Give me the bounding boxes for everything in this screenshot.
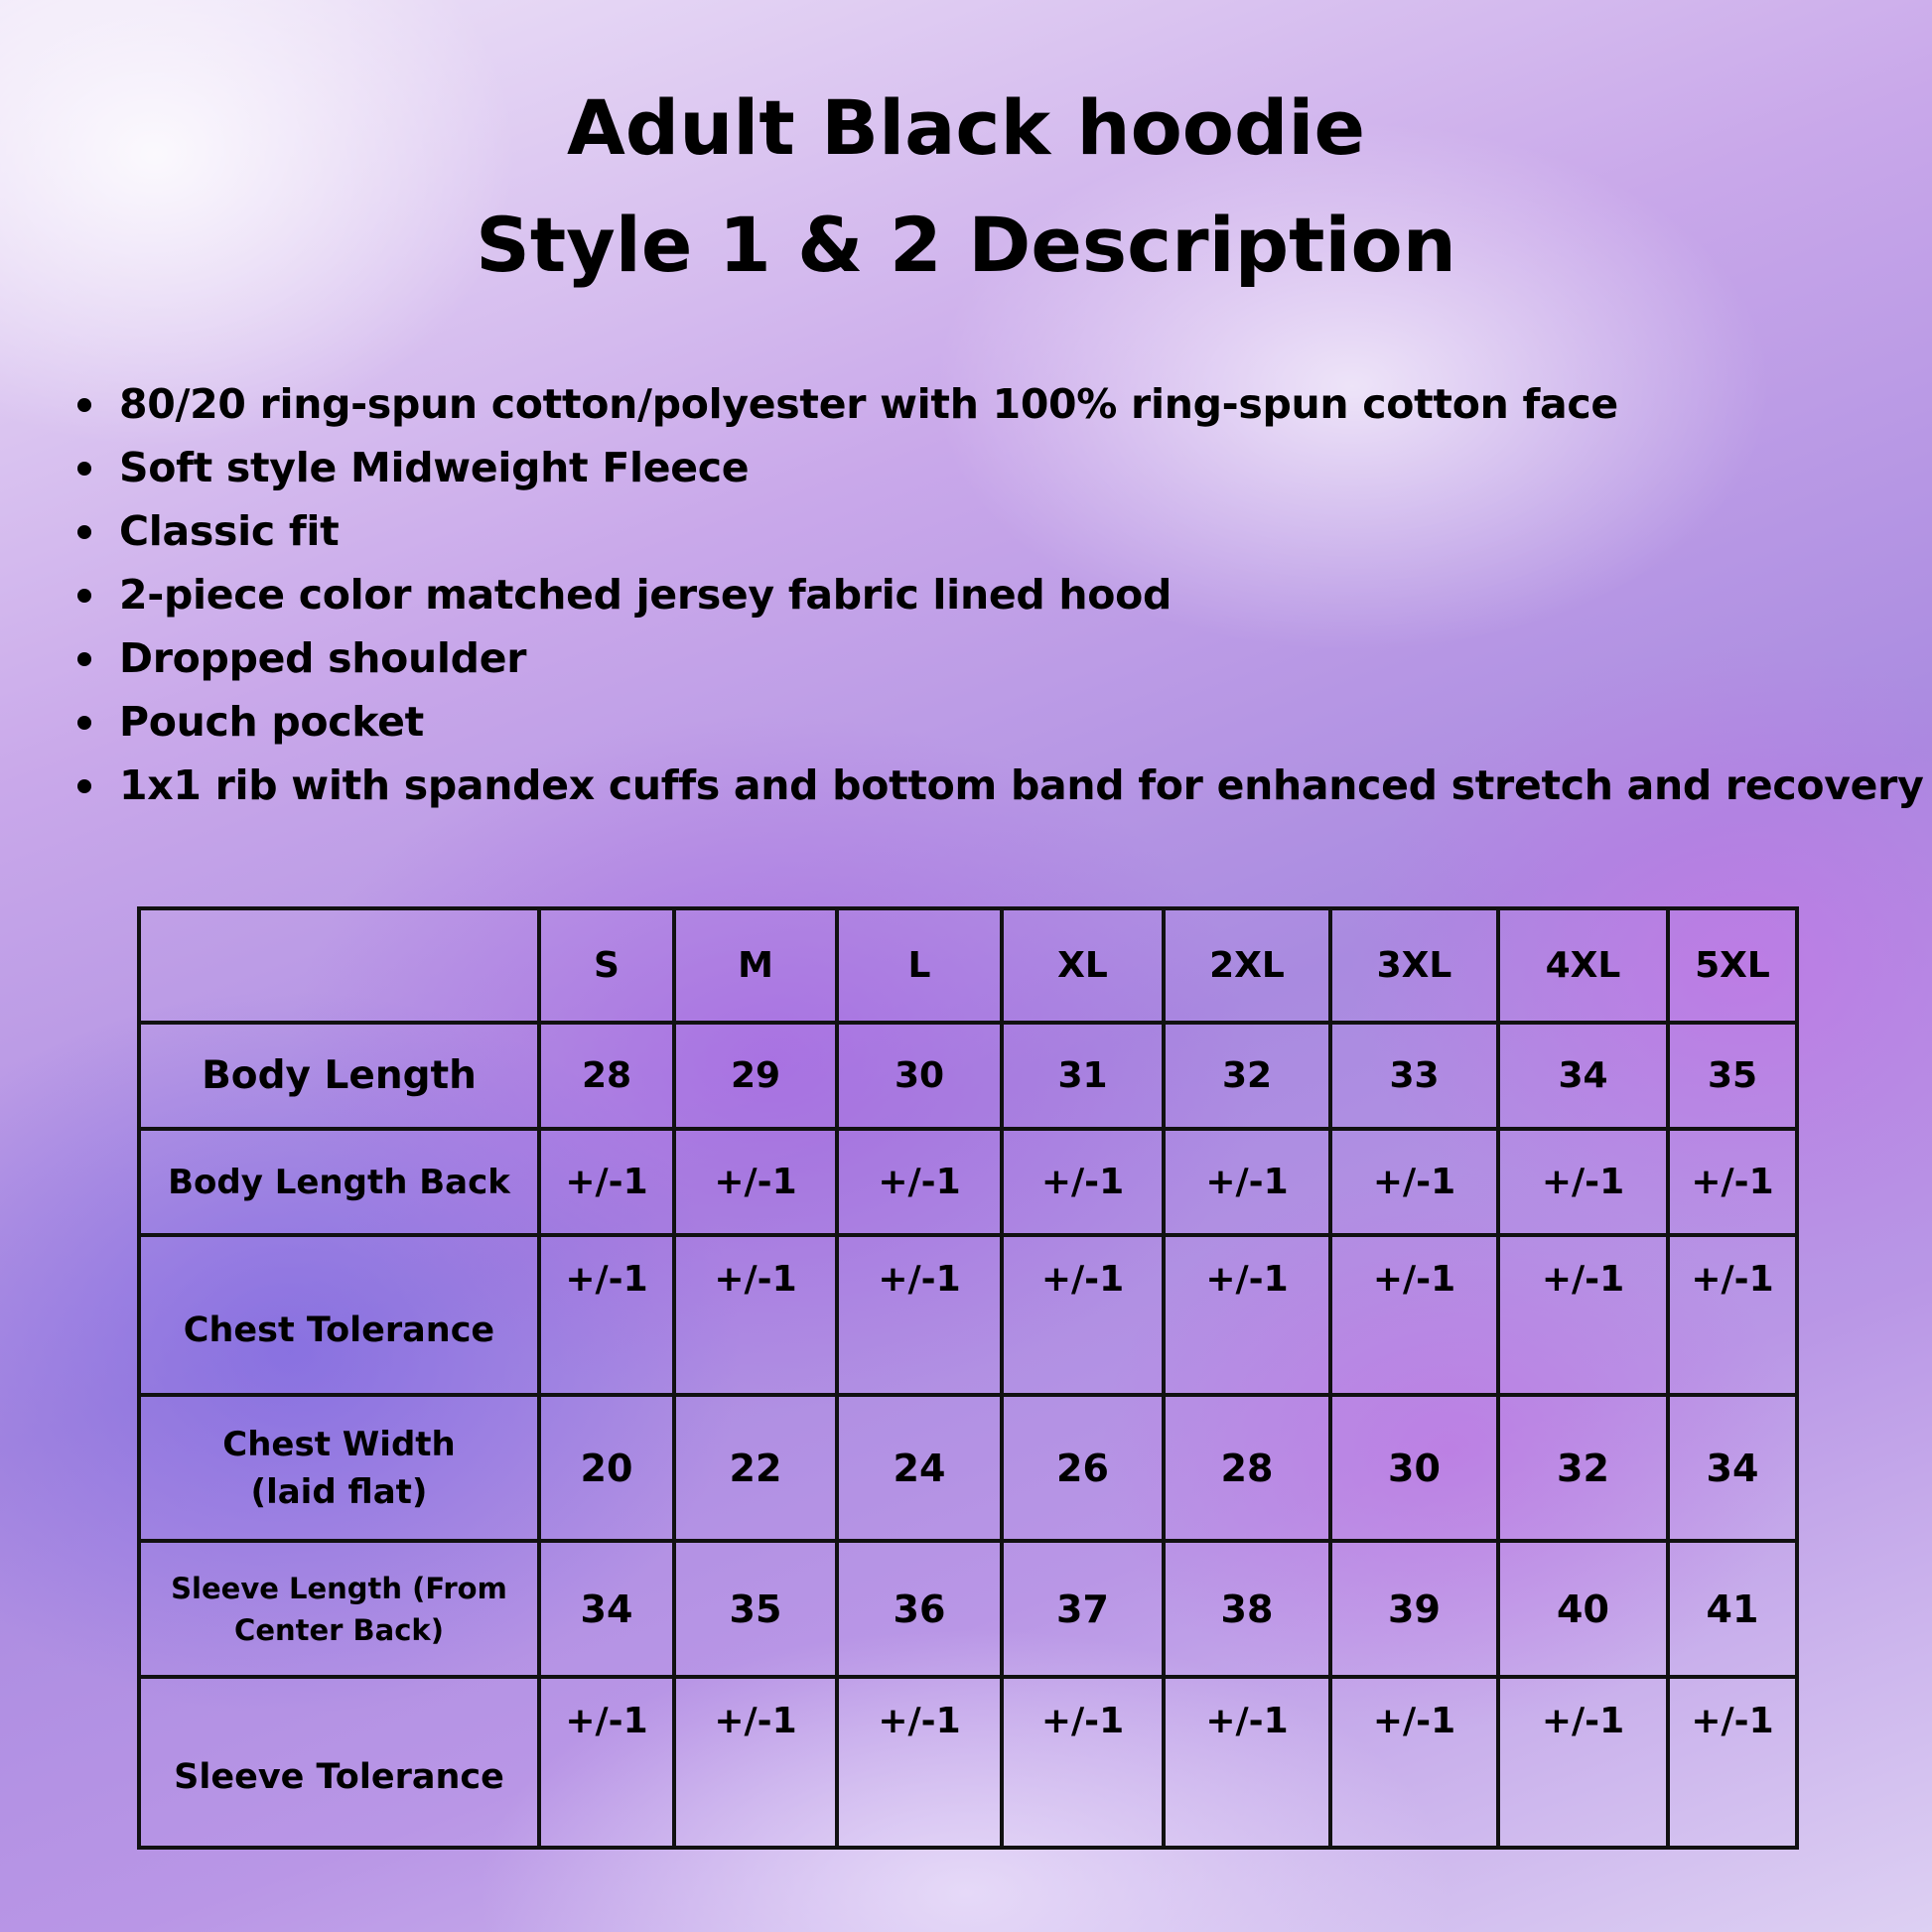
size-chart-table xyxy=(137,906,1799,1850)
table-header-row xyxy=(139,908,1797,1023)
table-cell: 31 xyxy=(1002,1023,1164,1129)
corner-cell xyxy=(139,908,539,1023)
table-cell: 22 xyxy=(674,1395,837,1541)
page-title xyxy=(0,69,1932,304)
table-cell: +/-1 xyxy=(539,1235,674,1395)
table-cell: +/-1 xyxy=(1164,1129,1330,1235)
table-cell: +/-1 xyxy=(1668,1235,1797,1395)
size-header: 5XL xyxy=(1668,908,1797,1023)
table-cell: 35 xyxy=(674,1541,837,1677)
row-label: Sleeve Length (From Center Back) xyxy=(139,1541,539,1677)
table-cell: +/-1 xyxy=(1164,1677,1330,1848)
feature-item: Classic fit xyxy=(71,499,1918,563)
table-cell: 37 xyxy=(1002,1541,1164,1677)
table-cell: +/-1 xyxy=(674,1235,837,1395)
row-label: Body Length Back xyxy=(139,1129,539,1235)
table-cell: +/-1 xyxy=(837,1677,1002,1848)
table-cell: +/-1 xyxy=(1002,1235,1164,1395)
table-row xyxy=(139,1129,1797,1235)
table-cell: +/-1 xyxy=(1330,1235,1498,1395)
feature-item: Pouch pocket xyxy=(71,690,1918,754)
feature-item: 2-piece color matched jersey fabric lined hood xyxy=(71,563,1918,626)
table-cell: +/-1 xyxy=(539,1677,674,1848)
table-cell: +/-1 xyxy=(1330,1129,1498,1235)
size-header: 2XL xyxy=(1164,908,1330,1023)
table-cell: +/-1 xyxy=(1498,1129,1668,1235)
table-cell: +/-1 xyxy=(1498,1235,1668,1395)
table-cell: +/-1 xyxy=(1164,1235,1330,1395)
size-header: 3XL xyxy=(1330,908,1498,1023)
table-cell: 34 xyxy=(539,1541,674,1677)
table-cell: 24 xyxy=(837,1395,1002,1541)
table-cell: 32 xyxy=(1164,1023,1330,1129)
table-cell: +/-1 xyxy=(1002,1129,1164,1235)
size-header: M xyxy=(674,908,837,1023)
table-cell: 32 xyxy=(1498,1395,1668,1541)
table-cell: 34 xyxy=(1498,1023,1668,1129)
size-header: S xyxy=(539,908,674,1023)
table-cell: 35 xyxy=(1668,1023,1797,1129)
table-cell: +/-1 xyxy=(674,1129,837,1235)
table-cell: 33 xyxy=(1330,1023,1498,1129)
feature-item: Soft style Midweight Fleece xyxy=(71,436,1918,499)
feature-item: 1x1 rib with spandex cuffs and bottom band for enhanced stretch and recovery xyxy=(71,754,1918,817)
table-cell: 30 xyxy=(1330,1395,1498,1541)
table-cell: 38 xyxy=(1164,1541,1330,1677)
table-cell: +/-1 xyxy=(1330,1677,1498,1848)
table-cell: +/-1 xyxy=(1002,1677,1164,1848)
table-row xyxy=(139,1235,1797,1395)
table-cell: 36 xyxy=(837,1541,1002,1677)
table-cell: 20 xyxy=(539,1395,674,1541)
row-label: Sleeve Tolerance xyxy=(139,1677,539,1848)
table-row xyxy=(139,1023,1797,1129)
table-cell: 34 xyxy=(1668,1395,1797,1541)
table-cell: +/-1 xyxy=(1498,1677,1668,1848)
title-line-2: Style 1 & 2 Description xyxy=(476,201,1456,289)
table-cell: 30 xyxy=(837,1023,1002,1129)
table-cell: 41 xyxy=(1668,1541,1797,1677)
feature-item: Dropped shoulder xyxy=(71,626,1918,690)
size-header: L xyxy=(837,908,1002,1023)
table-row xyxy=(139,1541,1797,1677)
table-cell: +/-1 xyxy=(1668,1129,1797,1235)
table-row xyxy=(139,1677,1797,1848)
feature-list xyxy=(71,372,1924,817)
table-cell: 28 xyxy=(539,1023,674,1129)
table-cell: 28 xyxy=(1164,1395,1330,1541)
title-line-1: Adult Black hoodie xyxy=(566,83,1365,172)
row-label: Body Length xyxy=(139,1023,539,1129)
feature-item: 80/20 ring-spun cotton/polyester with 100% ring-spun cotton face xyxy=(71,372,1918,436)
size-header: XL xyxy=(1002,908,1164,1023)
size-header: 4XL xyxy=(1498,908,1668,1023)
table-cell: +/-1 xyxy=(1668,1677,1797,1848)
table-cell: +/-1 xyxy=(837,1129,1002,1235)
table-cell: 26 xyxy=(1002,1395,1164,1541)
table-cell: +/-1 xyxy=(539,1129,674,1235)
table-cell: +/-1 xyxy=(837,1235,1002,1395)
table-cell: 29 xyxy=(674,1023,837,1129)
table-cell: 39 xyxy=(1330,1541,1498,1677)
table-row xyxy=(139,1395,1797,1541)
table-cell: 40 xyxy=(1498,1541,1668,1677)
row-label: Chest Tolerance xyxy=(139,1235,539,1395)
row-label: Chest Width (laid flat) xyxy=(139,1395,539,1541)
table-cell: +/-1 xyxy=(674,1677,837,1848)
